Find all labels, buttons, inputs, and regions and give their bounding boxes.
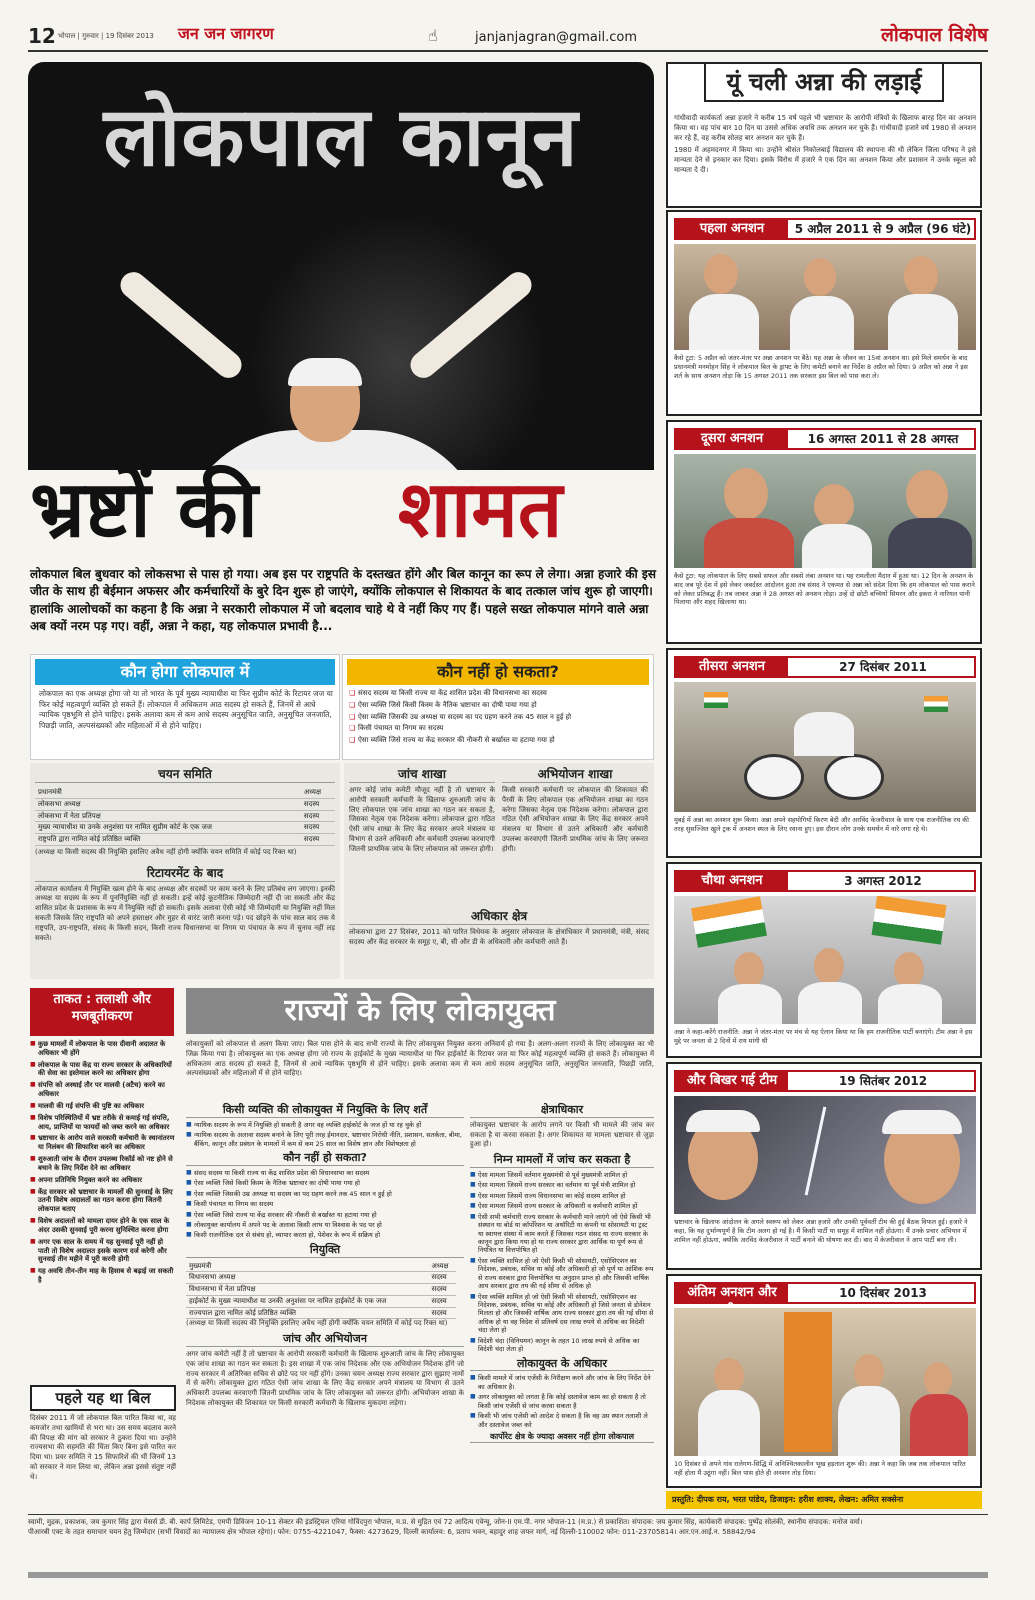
jaanch-title: जांच शाखा <box>349 767 495 783</box>
event-card <box>666 420 982 644</box>
list-item: ■ किसी मामले में जांच एजेंसी के निरीक्षण करने और जांच के लिए निर्देश देने का अधिकार है। <box>470 1374 654 1391</box>
table-row <box>186 1272 456 1284</box>
adhikar-section <box>349 909 649 948</box>
list-item: ■ ऐसी सभी कर्मचारी राज्य सरकार के कर्मचारी माने जाएंगे जो ऐसे किसी भी संस्थान या बोर्ड या कॉर्पोरेशन या अथॉरिटी या कंपनी या सोसायटी या ट्रस्ट या स्वायत्त संस्था में काम करते हैं जिसका गठन संसद या राज्य सरकार के कानून द्वारा किया गया हो या राज्य सरकार द्वारा आर्थिक या पूर्ण रूप से नियंत्रित या वित्तपोषित हो <box>470 1213 654 1255</box>
adhikar-title: अधिकार क्षेत्र <box>349 909 649 925</box>
event-caption: कैसे टूटा: यह लोकपाल के लिए सबसे सफल और सबसे लंबा अनशन था। यह रामलीला मैदान में हुआ था। 12 दिन के अनशन के बाद जब पूरे देश में इसे लेकर जबर्दस्त आंदोलन हुआ तब संसद ने एकमत से अन्ना को संदेश दिया कि हम लोकपाल को पास कराने को लेकर प्रतिबद्ध हैं। तब जाकर अन्ना ने 28 अगस्त को अनशन तोड़ा। उन्हें दो छोटी बच्चियों सिमरन और इकरा ने नारियल पानी पिलाया और शहद खिलाया था। <box>674 572 975 607</box>
list-item: ■ विशेष परिस्थितियों में भ्रष्ट तरीके से कमाई गई संपत्ति, आय, प्राप्तियों या फायदों को जब्त करने का अधिकार <box>30 1114 176 1132</box>
list-item: ■ ऐसा मामला जिसमें वर्तमान मुख्यमंत्री से पूर्व मुख्यमंत्री शामिल हो <box>470 1171 654 1179</box>
table-row <box>186 1307 456 1319</box>
table-cell: सदस्य <box>428 1284 456 1296</box>
table-cell: सदस्य <box>301 810 335 822</box>
list-item: ❑ ऐसा व्यक्ति जिसे राज्य या केंद्र सरकार की नौकरी से बर्खास्त या हटाया गया हो <box>349 736 649 745</box>
list-item: ■ किसी भी जांच एजेंसी को आदेश दे सकता है कि वह उस स्थान तलाशी ले और दस्तावेज जब्त करे <box>470 1412 654 1429</box>
event-label: चौथा अनशन <box>676 872 788 890</box>
timeline-intro <box>666 62 982 208</box>
list-item: ■ मालवी की गई संपत्ति की पुष्टि का अधिकार <box>30 1102 176 1111</box>
table-row <box>186 1295 456 1307</box>
event-label: तीसरा अनशन <box>676 658 788 676</box>
table-cell: मुख्यमंत्री <box>186 1261 428 1272</box>
adhikar2-list <box>470 1374 654 1429</box>
event-photo <box>674 454 976 568</box>
list-item: ❑ किसी पंचायत या निगम का सदस्य <box>349 724 649 733</box>
table-row <box>186 1261 456 1272</box>
list-item: ■ कुछ मामलों में लोकपाल के पास दीवानी अदालत के अधिकार भी होंगे <box>30 1040 176 1058</box>
pehle-title: पहले यह था बिल <box>30 1385 176 1411</box>
table-row <box>35 822 335 834</box>
table-cell: अध्यक्ष <box>301 787 335 798</box>
lokayukta-col-a <box>186 1100 464 1409</box>
hand-pointer-icon: ☝ <box>428 26 438 45</box>
list-item: ■ लोकायुक्त कार्यालय में अपने पद के अलावा किसी लाभ या विश्वास के पद पर हो <box>186 1221 464 1229</box>
table-cell: सदस्य <box>428 1272 456 1284</box>
list-item: ■ ऐसा व्यक्ति शामिल हो जो ऐसी किसी भी सोसायटी, एसोसिएशन का निदेशक, प्रबंधक, सचिव या कोई और अधिकारी हो जो पूर्ण या आंशिक रूप से राज्य सरकार द्वारा वित्तपोषित या अनुदान प्राप्त हो और जिसकी वार्षिक आय सरकार द्वारा तय की गई सीमा से अधिक हो <box>470 1257 654 1291</box>
list-item: ■ ऐसा व्यक्ति जिसकी उम्र अध्यक्ष या सदस्य का पद ग्रहण करने तक 45 साल न हुई हो <box>186 1190 464 1198</box>
table-cell: सदस्य <box>301 798 335 810</box>
list-item: ■ किसी पंचायत या निगम का सदस्य <box>186 1200 464 1208</box>
list-item: ■ शुरुआती जांच के दौरान उपलब्ध रिकॉर्ड को नष्ट होने से बचाने के लिए निर्देश देने का अधिकार <box>30 1155 176 1173</box>
event-header <box>674 870 976 892</box>
table-cell: लोकसभा अध्यक्ष <box>35 798 301 810</box>
imprint-footer <box>28 1514 988 1538</box>
lead-paragraph: लोकपाल बिल बुधवार को लोकसभा से पास हो गया। अब इस पर राष्ट्रपति के दस्तखत होंगे और बिल कानून का रूप ले लेगा। अन्ना हजारे की इस जीत के साथ ही बेईमान अफसर और कर्मचारियों के बुरे दिन शुरू हो जाएंगे, क्योंकि लोकपाल से शिकायत के बाद तत्काल जांच शुरू हो जाएगी। हालांकि आलोचकों का कहना है कि अन्ना ने सरकारी लोकपाल में जो बदलाव चाहे थे वे नहीं किए गए हैं। पहले सख्त लोकपाल मांगने वाले अन्ना अब क्यों नरम पड़ गए। वहीं, अन्ना ने कहा, यह लोकपाल प्रभावी है... <box>30 567 656 634</box>
list-item: ❑ संसद सदस्य या किसी राज्य या केंद्र शासित प्रदेश की विधानसभा का सदस्य <box>349 689 649 698</box>
who-not-title: कौन नहीं हो सकता? <box>347 659 649 685</box>
table-cell: विधानसभा में नेता प्रतिपक्ष <box>186 1284 428 1296</box>
jaanch-text: अगर कोई जांच कमेटी मौजूद नहीं है तो भ्रष्टाचार के आरोपी सरकारी कर्मचारी के खिलाफ शुरुआती जांच के लिए लोकपाल एक जांच शाखा का गठन कर सकता है, जिसका नेतृत्व एक निदेशक करेगा। लोकपाल द्वारा गठित ऐसी जांच शाखा के लिए केंद्र सरकार अपने मंत्रालय या विभाग से उतने अधिकारी और कर्मचारी उपलब्ध करवाएगी जितनी प्राथमिक जांच के लिए लोकपाल को जरूरत होगी। <box>349 786 495 853</box>
taakat-list <box>30 1040 176 1288</box>
kshetra-title: क्षेत्राधिकार <box>470 1103 654 1118</box>
lokayukta-footer-line: कार्पोरेट क्षेत्र के ज्यादा अवसर नहीं होगा लोकपाल <box>470 1432 654 1443</box>
table-cell: मुख्य न्यायाधीश या उनके अनुशंसा पर नामित सुप्रीम कोर्ट के एक जज <box>35 822 301 834</box>
who-not-box <box>342 654 654 760</box>
intro-paragraph: गांधीवादी कार्यकर्ता अन्ना हजारे ने करीब 15 वर्ष पहले भी भ्रष्टाचार के आरोपी मंत्रियों के खिलाफ बारह दिन का अनशन किया था। वह पांच बार 10 दिन या उससे अधिक अवधि तक अनशन कर चुके हैं। गांधीवादी हजारे वर्ष 1980 से अनशन कर रहे हैं, वह करीब सोलह बार अनशन कर चुके हैं। <box>674 114 976 142</box>
list-item: ■ भ्रष्टाचार के आरोप वाले सरकारी कर्मचारी के स्थानांतरण या निलंबन की सिफारिश करने का अधिकार <box>30 1134 176 1152</box>
taakat-title: ताकत : तलाशी और मजबूतीकरण <box>30 988 174 1036</box>
who-text: लोकपाल का एक अध्यक्ष होगा जो या तो भारत के पूर्व मुख्य न्यायाधीश या फिर सुप्रीम कोर्ट के रिटायर जज या फिर कोई महत्वपूर्ण व्यक्ति हो सकते हैं। लोकपाल में अधिकतम आठ सदस्य हो सकते हैं, जिनमें से आधे न्यायिक पृष्ठभूमि से होने चाहिए। इसके अलावा कम से कम आधे सदस्य अनुसूचित जाति, अनुसूचित जनजाति, पिछड़ी जाति, अल्पसंख्यकों और महिलाओं में से होने चाहिए। <box>39 689 333 730</box>
event-photo <box>674 682 976 812</box>
list-item: ■ विदेशी चंदा (विनियमन) कानून के तहत 10 लाख रुपये से अधिक का विदेशी चंदा लेता हो <box>470 1337 654 1354</box>
table-cell: लोकसभा में नेता प्रतिपक्ष <box>35 810 301 822</box>
shartein-list <box>186 1121 464 1148</box>
niyukti-note: (अध्यक्ष या किसी सदस्य की नियुक्ति इसलिए अवैध नहीं होगी क्योंकि चयन समिति में कोई पद रिक्त था) <box>186 1319 448 1328</box>
table-row <box>35 787 335 798</box>
niyukti-table <box>186 1261 456 1320</box>
list-item: ■ किसी राजनीतिक दल से संबंध हो, व्यापार करता हो, पेशेवर के रूप में सक्रिय हो <box>186 1231 464 1239</box>
event-photo <box>674 896 976 1024</box>
event-card <box>666 1274 982 1488</box>
email-address[interactable]: janjanjagran@gmail.com <box>475 30 638 45</box>
event-date: 10 दिसंबर 2013 <box>839 1286 927 1300</box>
adhikar-text: लोकसभा द्वारा 27 दिसंबर, 2011 को पारित विधेयक के अनुसार लोकपाल के क्षेत्राधिकार में प्रधानमंत्री, मंत्री, संसद सदस्य और केंद्र सरकार के समूह ए, बी, सी और डी के अधिकारी और कर्मचारी आते हैं। <box>349 928 649 946</box>
event-photo <box>674 1096 976 1214</box>
section-title: लोकपाल विशेष <box>881 24 988 46</box>
list-item: ■ यह अवधि तीन-तीन माह के हिसाब से बढ़ाई जा सकती है <box>30 1267 176 1285</box>
abhiyojan-section <box>502 767 648 855</box>
shartein-title: किसी व्यक्ति की लोकायुक्त में नियुक्ति के लिए शर्तें <box>186 1103 464 1118</box>
nimn-title: निम्न मामलों में जांच कर सकता है <box>470 1153 654 1168</box>
table-row <box>35 834 335 846</box>
table-cell: सदस्य <box>301 822 335 834</box>
list-item: ■ ऐसा व्यक्ति जिसे किसी किस्म के नैतिक भ्रष्टाचार का दोषी पाया गया हो <box>186 1179 464 1187</box>
table-cell: राज्यपाल द्वारा नामित कोई प्रतिष्ठित व्यक्ति <box>186 1307 428 1319</box>
list-item: ❑ ऐसा व्यक्ति जिसकी उम्र अध्यक्ष या सदस्य का पद ग्रहण करने तक 45 साल न हुई हो <box>349 713 649 722</box>
jaanch-section <box>349 767 495 855</box>
intro-paragraph: 1980 में अहमदनगर में किया था। उन्होंने श्रीसंत निकोलबाई विद्यालय की स्थापना की थी लेकिन जिला परिषद ने इसे मान्यता देने से इनकार कर दिया। इसके विरोध में हजारे ने एक दिन का अनशन किया और प्रशासन ने उनके स्कूल को मान्यता दे दी। <box>674 146 976 174</box>
list-item: ■ न्यायिक सदस्य के रूप में नियुक्ति हो सकती है अगर वह व्यक्ति हाईकोर्ट के जज हों या रह चुके हों <box>186 1121 464 1129</box>
event-card <box>666 1062 982 1270</box>
lokayukta-title: राज्यों के लिए लोकायुक्त <box>186 988 654 1034</box>
list-item: ■ संपत्ति को अस्थाई तौर पर मालवी (अटैच) करने का अधिकार <box>30 1081 176 1099</box>
list-item: ■ संसद सदस्य या किसी राज्य या केंद्र शासित प्रदेश की विधानसभा का सदस्य <box>186 1169 464 1177</box>
hero-title: लोकपाल कानून <box>103 90 579 185</box>
abhiyojan-title: अभियोजन शाखा <box>502 767 648 783</box>
jaanch2-title: जांच और अभियोजन <box>186 1332 464 1347</box>
headline-red: शामत <box>398 465 563 555</box>
list-item: ■ ऐसा व्यक्ति शामिल हो जो ऐसी किसी भी सोसायटी, एसोसिएशन का निदेशक, प्रबंधक, सचिव या कोई और अधिकारी हो जिसे जनता से डोनेशन मिलता हो और जिसकी वार्षिक आय राज्य सरकार द्वारा तय की गई सीमा से अधिक हो या वह विदेश से प्रतिवर्ष दस लाख रुपये से अधिक का विदेशी चंदा लेता हो <box>470 1293 654 1335</box>
event-photo <box>674 244 976 350</box>
imprint-line: स्वामी, मुद्रक, प्रकाशक, जय कुमार सिंह द्वारा मेसर्स डी. बी. कार्प लिमिटेड, एमपी डिविजन 10-11 सेक्टर की इंडस्ट्रियल एरिया गोविंदपुरा भोपाल, म.प्र. से मुद्रित एवं 72 आदित्य एवेन्यू, जोन-II एम.पी. नगर भोपाल-11 (म.प्र.) से प्रकाशित। संपादक: जय कुमार सिंह, कार्यकारी संपादक: पुष्पेंद्र सोलंकी, स्थानीय संपादक: मनोज वर्मा। <box>28 1518 863 1526</box>
event-date: 3 अगस्त 2012 <box>844 874 922 888</box>
headline-black: भ्रष्टों की <box>30 465 258 555</box>
retire-title: रिटायरमेंट के बाद <box>35 866 335 882</box>
event-date: 19 सितंबर 2012 <box>838 1074 928 1088</box>
jaanch2-text: अगर जांच कमेटी नहीं है तो भ्रष्टाचार के आरोपी सरकारी कर्मचारी के खिलाफ शुरुआती जांच के लिए लोकायुक्त एक जांच शाखा का गठन कर सकता है। इस शाखा में एक जांच निदेशक और एक अभियोजन निदेशक होंगे जो राज्य सरकार में अतिरिक्त सचिव से छोटे पद पर नहीं होंगे। उनका चयन अध्यक्ष राज्य सरकार द्वारा सुझाए नामों में से करेंगे। लोकायुक्त द्वारा गठित ऐसी जांच शाखा के लिए केंद्र सरकार अपने मंत्रालय या विभाग से उतने अधिकारी उपलब्ध करवाएगी जितनी प्राथमिक जांच के लिए लोकायुक्त को जरूरत होगी। अभियोजन शाखा के निदेशक लोकायुक्त की शिकायत पर किसी सरकारी कर्मचारी के खिलाफ मुकदमा लड़ेगा। <box>186 1349 464 1407</box>
pehle-text: दिसंबर 2011 में जो लोकपाल बिल पारित किया था, वह कमजोर तथा खामियों से भरा था। उस समय बदलाव करने की विपक्ष की मांग को सरकार ने ठुकरा दिया था। उन्होंने राज्यसभा की सहमति की चिंता किए बिना इसे पारित कर दिया था। प्रवर समिति ने 15 सिफारिशें की थीं जिनमें 13 को सरकार ने मान लिया था, लेकिन अन्ना इससे संतुष्ट नहीं थे। <box>30 1414 176 1481</box>
event-card <box>666 648 982 858</box>
event-card <box>666 862 982 1058</box>
event-date: 27 दिसंबर 2011 <box>839 660 927 674</box>
event-label: दूसरा अनशन <box>676 430 788 448</box>
event-header <box>674 1282 976 1304</box>
kaun-list <box>186 1169 464 1240</box>
event-header <box>674 218 976 240</box>
abhiyojan-text: किसी सरकारी कर्मचारी पर लोकपाल की शिकायत की पैरवी के लिए लोकपाल एक अभियोजन शाखा का गठन करेगा जिसका नेतृत्व एक निदेशक करेगा। लोकपाल द्वारा गठित ऐसी अभियोजन शाखा के लिए केंद्र सरकार अपने मंत्रालय या विभाग से उतने अधिकारी और कर्मचारी उपलब्ध करवाएगी जितनी प्राथमिक जांच के लिए जरूरत होगी। <box>502 786 648 853</box>
event-date: 5 अप्रैल 2011 से 9 अप्रैल (96 घंटे) <box>794 222 972 236</box>
table-cell: प्रधानमंत्री <box>35 787 301 798</box>
table-cell: सदस्य <box>428 1307 456 1319</box>
event-caption: भ्रष्टाचार के खिलाफ आंदोलन के अगले स्वरूप को लेकर अन्ना हजारे और उनकी पूर्ववर्ती टीम की हुई बैठक विफल हुई। हजारे ने कहा, कि यह दुर्भाग्यपूर्ण है कि टीम अलग हो गई है। मैं किसी पार्टी या समूह में शामिल नहीं होऊंगा। मैं उनके प्रचार अभियान में शामिल नहीं होऊंगा, क्योंकि अरविंद केजरीवाल ने पार्टी बनाने की घोषणा कर दी। बाद में केजरीवाल ने आप पार्टी बना ली। <box>674 1218 968 1244</box>
table-cell: हाईकोर्ट के मुख्य न्यायाधीश या उनकी अनुशंसा पर नामित हाईकोर्ट के एक जज <box>186 1295 428 1307</box>
list-item: ■ केंद्र सरकार को भ्रष्टाचार के मामलों की सुनवाई के लिए उतनी विशेष अदालतों का गठन करना होगा जितनी लोकपाल बताए <box>30 1188 176 1214</box>
gandhi-cap <box>288 358 362 386</box>
selection-table <box>35 787 335 846</box>
branches-panel <box>344 763 654 979</box>
nimn-list <box>470 1171 654 1354</box>
table-cell: राष्ट्रपति द्वारा नामित कोई प्रतिष्ठित व्यक्ति <box>35 834 301 846</box>
table-cell: अध्यक्ष <box>428 1261 456 1272</box>
raised-arm-left <box>115 267 247 383</box>
imprint-line: पीआरबी एक्ट के तहत समाचार चयन हेतु जिम्मेदार (सभी विवादों का न्यायालय क्षेत्र भोपाल रहेगा)। फोन: 0755-4221047, फैक्स: 4273629, दिल्ली कार्यालय: 6, प्रताप भवन, बहादुर शाह जफर मार्ग, नई दिल्ली-110002 फोन: 011-23705814। आर.एन.आई.न. 58842/94 <box>28 1527 756 1536</box>
list-item: ■ ऐसा मामला जिसमें राज्य विधानसभा का कोई सदस्य शामिल हो <box>470 1192 654 1200</box>
table-cell: विधानसभा अध्यक्ष <box>186 1272 428 1284</box>
event-label: पहला अनशन <box>676 220 788 238</box>
event-header <box>674 428 976 450</box>
who-not-list <box>349 689 649 748</box>
lokayukta-intro: लोकायुक्तों को लोकपाल से अलग किया जाए। बिल पास होने के बाद सभी राज्यों के लिए लोकायुक्त नियुक्त करना अनिवार्य हो गया है। अलग-अलग राज्यों के लिए लोकायुक्त का भी जिक्र किया गया है। लोकायुक्त का एक अध्यक्ष होगा जो राज्य के हाईकोर्ट के मुख्य न्यायाधीश या फिर हाईकोर्ट के रिटायर जज या फिर कोई महत्वपूर्ण व्यक्ति हो सकते हैं। लोकायुक्त में अधिकतम आठ सदस्य हो सकते हैं, जिनमें से आधे न्यायिक पृष्ठभूमि से होने चाहिए। इसके अलावा कम से कम आधे सदस्य अनुसूचित जाति, अनुसूचित जनजाति, पिछड़ी जाति, अल्पसंख्यकों और महिलाओं में से होने चाहिए। <box>186 1040 654 1078</box>
event-caption: कैसे टूटा: 5 अप्रैल को जंतर-मंतर पर अन्ना अनशन पर बैठे। यह अन्ना के जीवन का 15वां अनशन था। इसे मिले समर्थन के बाद प्रधानमंत्री मनमोहन सिंह ने लोकपाल बिल के ड्राफ्ट के लिए कमेटी बनाने का निर्देश 8 अप्रैल को दिया। 9 अप्रैल को अन्ना ने इस शर्त के साथ अनशन तोड़ा कि 15 अगस्त 2011 तक सरकार इस बिल को पास करा ले। <box>674 354 968 380</box>
event-label: अंतिम अनशन और <box>676 1284 788 1302</box>
dateline: भोपाल | गुरुवार | 19 दिसंबर 2013 <box>58 32 154 40</box>
page-header <box>28 22 988 52</box>
list-item: ■ अपना प्रतिनिधि नियुक्त करने का अधिकार <box>30 1176 176 1185</box>
retire-text: लोकपाल कार्यालय में नियुक्ति खत्म होने के बाद अध्यक्ष और सदस्यों पर काम करने के लिए प्रतिबंध लग जाएगा। इनकी अध्यक्ष या सदस्य के रूप में पुनर्नियुक्ति नहीं हो सकती। इन्हें कोई कूटनीतिक जिम्मेदारी नहीं दी जा सकती और केंद्र शासित प्रदेश के प्रशासक के रूप में नियुक्ति नहीं हो सकती। इसके अलावा ऐसी कोई भी जिम्मेदारी या नियुक्ति नहीं मिल सकती जिसके लिए राष्ट्रपति को अपने हस्ताक्षर और मुहर से वारंट जारी करना पड़े। पद छोड़ने के पांच साल बाद तक ये राष्ट्रपति, उप-राष्ट्रपति, संसद के किसी सदन, किसी राज्य विधानसभा या निगम या पंचायत के रूप में चुनाव नहीं लड़ सकते। <box>35 884 335 942</box>
timeline-title: यूं चली अन्ना की लड़ाई <box>704 62 944 102</box>
table-row <box>186 1284 456 1296</box>
list-item: ■ ऐसा व्यक्ति जिसे राज्य या केंद्र सरकार की नौकरी से बर्खास्त या हटाया गया हो <box>186 1211 464 1219</box>
niyukti-title: नियुक्ति <box>186 1243 464 1258</box>
selection-title: चयन समिति <box>35 767 335 783</box>
event-caption: अन्ना ने कहा-करेंगे राजनीति: अन्ना ने जंतर-मंतर पर मंच से यह ऐलान किया था कि हम राजनीतिक पार्टी बनाएंगे। टीम अन्ना ने इस मुद्दे पर जनता से 2 दिनों में राय मांगी थी <box>674 1028 973 1045</box>
list-item: ■ अगर लोकायुक्त को लगता है कि कोई दस्तावेज काम का हो सकता है तो किसी जांच एजेंसी से जांच करवा सकता है <box>470 1393 654 1410</box>
credits-bar: प्रस्तुति: दीपक राय, भरत पांडेय, डिजाइन: हरीश शाक्य, लेखन: अमित सक्सेना <box>666 1491 982 1509</box>
list-item: ❑ ऐसा व्यक्ति जिसे किसी किस्म के नैतिक भ्रष्टाचार का दोषी पाया गया हो <box>349 701 649 710</box>
kaun-title: कौन नहीं हो सकता? <box>186 1151 464 1166</box>
kshetra-text: लोकायुक्त भ्रष्टाचार के आरोप लगने पर किसी भी मामले की जांच कर सकता है या करवा सकता है। अगर शिकायत या मामला भ्रष्टाचार से जुड़ा हुआ हो। <box>470 1120 654 1149</box>
table-row <box>35 810 335 822</box>
list-item: ■ न्यायिक सदस्य के अलावा सदस्य बनाने के लिए पूरी तरह ईमानदार, भ्रष्टाचार निरोधी नीति, प्रशासन, सतर्कता, बीमा, बैंकिंग, कानून और प्रबंधन के मामलों में कम से कम 25 साल का विशेष ज्ञान और विशेषज्ञता हो <box>186 1131 464 1148</box>
who-box <box>30 654 340 760</box>
table-cell: सदस्य <box>428 1295 456 1307</box>
event-header <box>674 656 976 678</box>
event-date: 16 अगस्त 2011 से 28 अगस्त <box>807 432 959 446</box>
bottom-bar <box>28 1572 988 1578</box>
who-title: कौन होगा लोकपाल में <box>35 659 335 685</box>
selection-note: (अध्यक्ष या किसी सदस्य की नियुक्ति इसलिए अवैध नहीं होगी क्योंकि चयन समिति में कोई पद रिक्त था) <box>35 847 297 856</box>
list-item: ■ ऐसा मामला जिसमें राज्य सरकार का वर्तमान या पूर्व मंत्री शामिल हो <box>470 1181 654 1189</box>
event-header <box>674 1070 976 1092</box>
event-caption: 10 दिसंबर से अपने गांव रालेगण-सिद्धि में अनिश्चितकालीन भूख हड़ताल शुरू की। अन्ना ने कहा कि जब तक लोकपाल पारित नहीं होता मैं उठूंगा नहीं। बिल पास होते ही अनशन तोड़ दिया। <box>674 1460 966 1477</box>
list-item: ■ अगर एक साल के समय में यह सुनवाई पूरी नहीं हो पाती तो विशेष अदालत इसके कारण दर्ज करेगी और सुनवाई तीन महीने में पूरी करनी होगी <box>30 1238 176 1264</box>
event-caption: मुंबई में अन्ना का अनशन शुरू किया। अन्ना अपने सहयोगियों किरण बेदी और अरविंद केजरीवाल के साथ एक राजनीतिक रथ की तरह सुसज्जित खुले ट्रक में अनशन स्थल के लिए रवाना हुए। इस दौरान लोग उनके समर्थन में नारे लगा रहे थे। <box>674 816 969 833</box>
timeline-intro-text <box>674 114 976 176</box>
list-item: ■ लोकपाल के पास केंद्र या राज्य सरकार के अधिकारियों की सेवा का इस्तेमाल करने का अधिकार होगा <box>30 1061 176 1079</box>
table-row <box>35 798 335 810</box>
table-cell: सदस्य <box>301 834 335 846</box>
lokayukta-col-b <box>470 1100 654 1446</box>
list-item: ■ विशेष अदालतों को मामला दायर होने के एक साल के अंदर उसकी सुनवाई पूरी करना सुनिश्चित करना होगा <box>30 1217 176 1235</box>
list-item: ■ ऐसा मामला जिसमें राज्य सरकार के अधिकारी व कर्मचारी शामिल हों <box>470 1202 654 1210</box>
selection-panel <box>30 763 340 979</box>
brand-name: जन जन जागरण <box>178 24 274 43</box>
event-photo <box>674 1308 976 1456</box>
event-label: और बिखर गई टीम <box>676 1072 788 1090</box>
page-number: 12 <box>28 24 56 48</box>
event-card <box>666 210 982 416</box>
adhikar2-title: लोकायुक्त के अधिकार <box>470 1357 654 1372</box>
